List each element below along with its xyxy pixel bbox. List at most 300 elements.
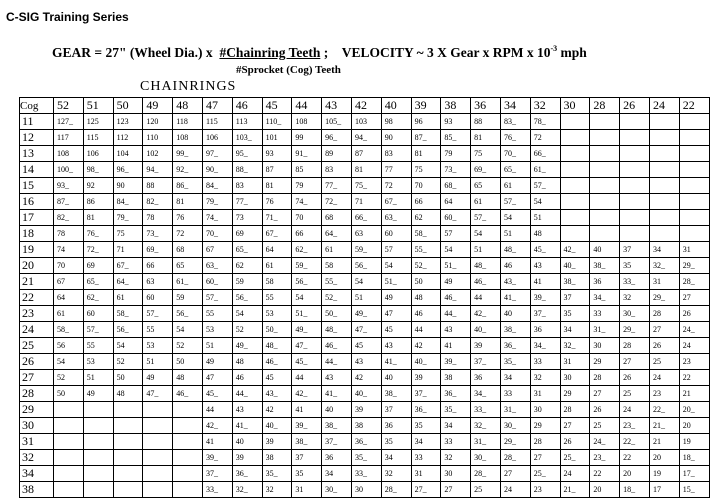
gear-cell: 105_ bbox=[322, 114, 352, 130]
gear-cell: 24 bbox=[560, 466, 590, 482]
gear-cell bbox=[620, 194, 650, 210]
gear-cell: 38 bbox=[441, 370, 471, 386]
gear-cell: 52_ bbox=[322, 290, 352, 306]
gear-cell: 32 bbox=[620, 290, 650, 306]
gear-cell: 32 bbox=[530, 370, 560, 386]
table-row bbox=[20, 210, 710, 226]
gear-cell: 39_ bbox=[202, 450, 232, 466]
gear-cell: 52 bbox=[173, 338, 203, 354]
gear-cell: 56_ bbox=[292, 274, 322, 290]
gear-cell: 36_ bbox=[441, 386, 471, 402]
chainring-header: 49 bbox=[143, 98, 173, 114]
gear-cell: 79 bbox=[292, 178, 322, 194]
gear-cell bbox=[679, 194, 709, 210]
gear-cell: 61 bbox=[262, 258, 292, 274]
gear-cell: 28_ bbox=[500, 450, 530, 466]
cog-cell: 23 bbox=[20, 306, 54, 322]
gear-cell: 29 bbox=[560, 386, 590, 402]
gear-cell: 27 bbox=[679, 290, 709, 306]
gear-cell: 62 bbox=[232, 258, 262, 274]
gear-cell: 81 bbox=[411, 146, 441, 162]
gear-cell: 29_ bbox=[620, 322, 650, 338]
gear-cell: 33_ bbox=[620, 274, 650, 290]
gear-cell: 23_ bbox=[590, 450, 620, 466]
gear-cell: 51 bbox=[83, 370, 113, 386]
gear-cell: 22_ bbox=[620, 434, 650, 450]
gear-cell: 43_ bbox=[500, 274, 530, 290]
gear-cell: 34 bbox=[500, 370, 530, 386]
gear-cell: 81 bbox=[471, 130, 501, 146]
gear-cell: 66_ bbox=[351, 210, 381, 226]
chainrings-label: CHAINRINGS bbox=[140, 79, 237, 94]
gear-cell bbox=[590, 178, 620, 194]
gear-cell: 31 bbox=[560, 354, 590, 370]
gear-cell: 60_ bbox=[202, 274, 232, 290]
gear-cell: 74 bbox=[54, 242, 84, 258]
gear-cell: 66_ bbox=[530, 146, 560, 162]
gear-cell: 43 bbox=[441, 322, 471, 338]
gear-cell: 48 bbox=[173, 370, 203, 386]
chainring-header: 48 bbox=[173, 98, 203, 114]
gear-cell: 82_ bbox=[143, 194, 173, 210]
gear-cell: 28_ bbox=[679, 274, 709, 290]
gear-cell: 95_ bbox=[232, 146, 262, 162]
gear-cell: 71 bbox=[113, 242, 143, 258]
gear-cell: 73_ bbox=[143, 226, 173, 242]
gear-cell bbox=[173, 418, 203, 434]
gear-cell: 45_ bbox=[202, 386, 232, 402]
gear-cell: 110_ bbox=[262, 114, 292, 130]
gear-cell bbox=[620, 178, 650, 194]
chainring-header: 24 bbox=[649, 98, 679, 114]
cog-cell: 15 bbox=[20, 178, 54, 194]
gear-cell: 63_ bbox=[202, 258, 232, 274]
gear-cell: 37_ bbox=[202, 466, 232, 482]
gear-cell: 37_ bbox=[322, 434, 352, 450]
gear-cell: 30 bbox=[351, 482, 381, 498]
gear-cell: 53 bbox=[262, 306, 292, 322]
gear-cell: 69_ bbox=[143, 242, 173, 258]
gear-cell: 41_ bbox=[232, 418, 262, 434]
gear-cell: 33 bbox=[530, 354, 560, 370]
gear-cell: 59 bbox=[232, 274, 262, 290]
gear-cell: 26 bbox=[590, 402, 620, 418]
gear-table-header-row bbox=[20, 98, 710, 114]
gear-cell: 70_ bbox=[500, 146, 530, 162]
table-row bbox=[20, 402, 710, 418]
gear-cell: 52 bbox=[232, 322, 262, 338]
gear-cell: 50 bbox=[54, 386, 84, 402]
gear-cell: 96 bbox=[411, 114, 441, 130]
gear-cell: 33_ bbox=[351, 466, 381, 482]
gear-cell bbox=[649, 194, 679, 210]
gear-cell: 21_ bbox=[560, 482, 590, 498]
gear-cell bbox=[590, 226, 620, 242]
formula-unit: mph bbox=[560, 45, 587, 60]
gear-cell: 77 bbox=[381, 162, 411, 178]
gear-cell: 100_ bbox=[54, 162, 84, 178]
table-row bbox=[20, 258, 710, 274]
gear-cell: 106 bbox=[83, 146, 113, 162]
gear-cell: 83_ bbox=[500, 114, 530, 130]
gear-cell: 46_ bbox=[441, 290, 471, 306]
chainring-header: 42 bbox=[351, 98, 381, 114]
gear-cell bbox=[113, 402, 143, 418]
gear-cell bbox=[143, 482, 173, 498]
gear-cell: 72 bbox=[173, 226, 203, 242]
gear-cell: 22 bbox=[679, 370, 709, 386]
gear-cell: 18_ bbox=[620, 482, 650, 498]
gear-cell bbox=[679, 162, 709, 178]
gear-cell: 68 bbox=[173, 242, 203, 258]
gear-cell: 91_ bbox=[292, 146, 322, 162]
gear-cell: 33_ bbox=[471, 402, 501, 418]
gear-cell: 89 bbox=[322, 146, 352, 162]
gear-cell: 39_ bbox=[292, 418, 322, 434]
gear-cell: 51 bbox=[471, 242, 501, 258]
gear-cell: 96_ bbox=[322, 130, 352, 146]
series-title: C-SIG Training Series bbox=[6, 10, 129, 24]
gear-cell: 58 bbox=[322, 258, 352, 274]
formula-denominator: #Sprocket (Cog) Teeth bbox=[236, 64, 341, 76]
gear-cell bbox=[83, 450, 113, 466]
gear-cell bbox=[679, 146, 709, 162]
gear-cell: 49_ bbox=[351, 306, 381, 322]
gear-cell: 76_ bbox=[500, 130, 530, 146]
formula-semicolon: ; bbox=[323, 45, 329, 60]
gear-cell: 81 bbox=[262, 178, 292, 194]
gear-cell: 38_ bbox=[560, 274, 590, 290]
gear-cell: 50_ bbox=[262, 322, 292, 338]
gear-cell: 48_ bbox=[322, 322, 352, 338]
gear-cell: 24_ bbox=[590, 434, 620, 450]
gear-cell: 61 bbox=[54, 306, 84, 322]
table-row bbox=[20, 178, 710, 194]
gear-cell: 117 bbox=[54, 130, 84, 146]
gear-cell: 71_ bbox=[262, 210, 292, 226]
gear-cell: 48_ bbox=[262, 338, 292, 354]
gear-cell: 50 bbox=[411, 274, 441, 290]
gear-cell: 60 bbox=[83, 306, 113, 322]
gear-cell bbox=[173, 482, 203, 498]
cog-column-header: Cog bbox=[20, 98, 54, 114]
gear-cell: 65_ bbox=[83, 274, 113, 290]
gear-cell: 44_ bbox=[441, 306, 471, 322]
gear-cell: 31 bbox=[411, 466, 441, 482]
gear-cell: 53 bbox=[143, 338, 173, 354]
gear-cell: 93 bbox=[262, 146, 292, 162]
gear-cell: 70 bbox=[54, 258, 84, 274]
cog-cell: 38 bbox=[20, 482, 54, 498]
gear-cell: 69 bbox=[83, 258, 113, 274]
gear-cell: 44_ bbox=[232, 386, 262, 402]
gear-cell: 33 bbox=[500, 386, 530, 402]
chainring-header: 50 bbox=[113, 98, 143, 114]
gear-cell: 76 bbox=[173, 210, 203, 226]
gear-cell: 115 bbox=[202, 114, 232, 130]
table-row bbox=[20, 306, 710, 322]
gear-cell: 49 bbox=[441, 274, 471, 290]
cog-cell: 32 bbox=[20, 450, 54, 466]
cog-cell: 17 bbox=[20, 210, 54, 226]
gear-cell: 35_ bbox=[500, 354, 530, 370]
gear-cell: 69 bbox=[232, 226, 262, 242]
cog-cell: 20 bbox=[20, 258, 54, 274]
cog-cell: 34 bbox=[20, 466, 54, 482]
gear-cell: 26 bbox=[620, 370, 650, 386]
gear-cell: 102 bbox=[143, 146, 173, 162]
table-row bbox=[20, 354, 710, 370]
gear-cell: 61_ bbox=[173, 274, 203, 290]
gear-cell: 65_ bbox=[500, 162, 530, 178]
gear-cell: 21_ bbox=[649, 418, 679, 434]
gear-cell: 72 bbox=[381, 178, 411, 194]
gear-cell: 72 bbox=[530, 130, 560, 146]
gear-cell: 54 bbox=[232, 306, 262, 322]
gear-cell: 64_ bbox=[322, 226, 352, 242]
gear-cell: 24_ bbox=[679, 322, 709, 338]
gear-cell: 41_ bbox=[500, 290, 530, 306]
gear-cell bbox=[113, 434, 143, 450]
gear-cell: 88_ bbox=[232, 162, 262, 178]
gear-cell: 49_ bbox=[232, 338, 262, 354]
gear-cell: 48 bbox=[232, 354, 262, 370]
gear-cell: 36 bbox=[530, 322, 560, 338]
gear-cell: 106 bbox=[202, 130, 232, 146]
gear-cell: 37 bbox=[381, 402, 411, 418]
gear-cell bbox=[649, 226, 679, 242]
gear-cell bbox=[83, 466, 113, 482]
gear-cell bbox=[54, 482, 84, 498]
gear-cell: 63 bbox=[351, 226, 381, 242]
chainring-header: 36 bbox=[471, 98, 501, 114]
gear-cell: 37 bbox=[560, 290, 590, 306]
gear-cell bbox=[113, 466, 143, 482]
gear-cell: 103_ bbox=[232, 130, 262, 146]
gear-cell: 84_ bbox=[113, 194, 143, 210]
gear-cell: 90 bbox=[113, 178, 143, 194]
gear-cell: 30 bbox=[590, 338, 620, 354]
cog-cell: 13 bbox=[20, 146, 54, 162]
gear-cell: 28_ bbox=[471, 466, 501, 482]
gear-cell: 62 bbox=[411, 210, 441, 226]
gear-cell: 35_ bbox=[262, 466, 292, 482]
gear-cell: 23 bbox=[649, 386, 679, 402]
table-row bbox=[20, 114, 710, 130]
gear-cell: 41 bbox=[202, 434, 232, 450]
gear-cell: 43 bbox=[232, 402, 262, 418]
gear-cell: 67_ bbox=[381, 194, 411, 210]
gear-cell: 31_ bbox=[590, 322, 620, 338]
gear-cell: 21 bbox=[679, 386, 709, 402]
gear-cell: 41_ bbox=[381, 354, 411, 370]
gear-cell: 63 bbox=[143, 274, 173, 290]
gear-cell: 35 bbox=[411, 418, 441, 434]
gear-cell bbox=[143, 466, 173, 482]
gear-formula bbox=[52, 44, 587, 61]
gear-cell: 46_ bbox=[322, 338, 352, 354]
gear-cell: 75 bbox=[113, 226, 143, 242]
gear-cell: 32 bbox=[441, 450, 471, 466]
gear-cell bbox=[590, 130, 620, 146]
gear-cell bbox=[590, 210, 620, 226]
gear-cell: 26 bbox=[560, 434, 590, 450]
gear-cell: 70_ bbox=[202, 226, 232, 242]
table-row bbox=[20, 274, 710, 290]
gear-cell bbox=[113, 450, 143, 466]
gear-cell: 25 bbox=[649, 354, 679, 370]
cog-cell: 16 bbox=[20, 194, 54, 210]
gear-cell: 25 bbox=[471, 482, 501, 498]
gear-cell: 67_ bbox=[113, 258, 143, 274]
gear-cell: 115 bbox=[83, 130, 113, 146]
gear-cell: 42_ bbox=[471, 306, 501, 322]
gear-cell: 30 bbox=[530, 402, 560, 418]
gear-cell: 84_ bbox=[202, 178, 232, 194]
table-row bbox=[20, 226, 710, 242]
gear-cell: 74_ bbox=[292, 194, 322, 210]
gear-cell: 103 bbox=[351, 114, 381, 130]
gear-cell: 55_ bbox=[322, 274, 352, 290]
gear-cell: 20_ bbox=[679, 402, 709, 418]
gear-cell: 40_ bbox=[471, 322, 501, 338]
gear-cell: 40 bbox=[232, 434, 262, 450]
gear-cell bbox=[54, 418, 84, 434]
gear-cell: 27 bbox=[649, 322, 679, 338]
gear-cell: 43 bbox=[381, 338, 411, 354]
cog-cell: 24 bbox=[20, 322, 54, 338]
gear-cell: 43 bbox=[322, 370, 352, 386]
gear-cell: 62_ bbox=[83, 290, 113, 306]
gear-cell: 34 bbox=[649, 242, 679, 258]
gear-cell: 32 bbox=[262, 482, 292, 498]
gear-cell: 69_ bbox=[471, 162, 501, 178]
gear-cell: 108 bbox=[173, 130, 203, 146]
chainring-header: 38 bbox=[441, 98, 471, 114]
gear-cell: 56_ bbox=[113, 322, 143, 338]
gear-cell: 61 bbox=[113, 290, 143, 306]
gear-cell: 94_ bbox=[143, 162, 173, 178]
gear-cell: 41_ bbox=[322, 386, 352, 402]
gear-cell: 38_ bbox=[500, 322, 530, 338]
gear-cell: 57_ bbox=[83, 322, 113, 338]
chainring-header: 44 bbox=[292, 98, 322, 114]
gear-cell: 58_ bbox=[54, 322, 84, 338]
gear-cell: 72_ bbox=[83, 242, 113, 258]
formula-numerator: #Chainring Teeth bbox=[219, 45, 321, 60]
gear-cell bbox=[173, 402, 203, 418]
formula-exponent: -3 bbox=[550, 44, 558, 53]
gear-cell: 50_ bbox=[322, 306, 352, 322]
gear-cell: 74_ bbox=[202, 210, 232, 226]
table-row bbox=[20, 162, 710, 178]
gear-cell: 37_ bbox=[471, 354, 501, 370]
gear-cell: 43_ bbox=[262, 386, 292, 402]
gear-cell: 36_ bbox=[232, 466, 262, 482]
gear-cell: 98 bbox=[381, 114, 411, 130]
gear-cell: 55_ bbox=[411, 242, 441, 258]
gear-cell: 67 bbox=[202, 242, 232, 258]
gear-cell: 75_ bbox=[351, 178, 381, 194]
cog-cell: 26 bbox=[20, 354, 54, 370]
gear-cell: 46_ bbox=[173, 386, 203, 402]
gear-cell: 50 bbox=[113, 370, 143, 386]
cog-cell: 21 bbox=[20, 274, 54, 290]
gear-cell: 125 bbox=[83, 114, 113, 130]
gear-cell bbox=[143, 434, 173, 450]
gear-cell: 20 bbox=[679, 418, 709, 434]
gear-cell: 61_ bbox=[530, 162, 560, 178]
gear-cell: 52 bbox=[54, 370, 84, 386]
gear-cell: 79_ bbox=[113, 210, 143, 226]
gear-cell: 54 bbox=[351, 274, 381, 290]
gear-cell: 60_ bbox=[441, 210, 471, 226]
gear-cell: 40_ bbox=[262, 418, 292, 434]
gear-cell: 86 bbox=[83, 194, 113, 210]
gear-cell bbox=[679, 114, 709, 130]
gear-cell bbox=[113, 418, 143, 434]
gear-cell: 36 bbox=[322, 450, 352, 466]
gear-cell: 101 bbox=[262, 130, 292, 146]
gear-cell bbox=[679, 178, 709, 194]
gear-cell: 58_ bbox=[113, 306, 143, 322]
table-row bbox=[20, 322, 710, 338]
gear-cell bbox=[649, 146, 679, 162]
gear-cell: 23 bbox=[679, 354, 709, 370]
gear-cell: 44 bbox=[471, 290, 501, 306]
gear-cell: 64 bbox=[54, 290, 84, 306]
gear-cell: 51 bbox=[202, 338, 232, 354]
gear-cell: 43 bbox=[351, 354, 381, 370]
gear-cell: 76_ bbox=[83, 226, 113, 242]
gear-cell: 38_ bbox=[381, 386, 411, 402]
gear-cell: 120 bbox=[143, 114, 173, 130]
gear-cell: 30 bbox=[560, 370, 590, 386]
gear-cell: 66 bbox=[143, 258, 173, 274]
cog-cell: 30 bbox=[20, 418, 54, 434]
gear-cell bbox=[560, 226, 590, 242]
gear-cell: 87_ bbox=[54, 194, 84, 210]
gear-cell: 56_ bbox=[232, 290, 262, 306]
gear-cell: 34 bbox=[441, 418, 471, 434]
gear-cell: 57 bbox=[441, 226, 471, 242]
gear-cell: 36_ bbox=[500, 338, 530, 354]
gear-cell: 46_ bbox=[471, 274, 501, 290]
gear-cell: 20 bbox=[620, 466, 650, 482]
gear-cell: 27 bbox=[620, 354, 650, 370]
gear-cell: 37_ bbox=[530, 306, 560, 322]
gear-cell: 59_ bbox=[292, 258, 322, 274]
gear-cell: 28 bbox=[590, 370, 620, 386]
gear-cell: 48 bbox=[530, 226, 560, 242]
gear-cell: 66 bbox=[411, 194, 441, 210]
gear-cell bbox=[560, 146, 590, 162]
gear-cell: 51_ bbox=[381, 274, 411, 290]
gear-cell: 35 bbox=[292, 466, 322, 482]
gear-cell: 123 bbox=[113, 114, 143, 130]
gear-cell: 44 bbox=[292, 370, 322, 386]
gear-cell: 24 bbox=[620, 402, 650, 418]
gear-cell: 42 bbox=[351, 370, 381, 386]
gear-cell: 17_ bbox=[679, 466, 709, 482]
gear-cell: 25_ bbox=[530, 466, 560, 482]
gear-cell: 108 bbox=[54, 146, 84, 162]
gear-cell: 66 bbox=[292, 226, 322, 242]
gear-cell: 99 bbox=[292, 130, 322, 146]
gear-cell bbox=[590, 114, 620, 130]
gear-cell bbox=[173, 466, 203, 482]
gear-cell: 35 bbox=[381, 434, 411, 450]
